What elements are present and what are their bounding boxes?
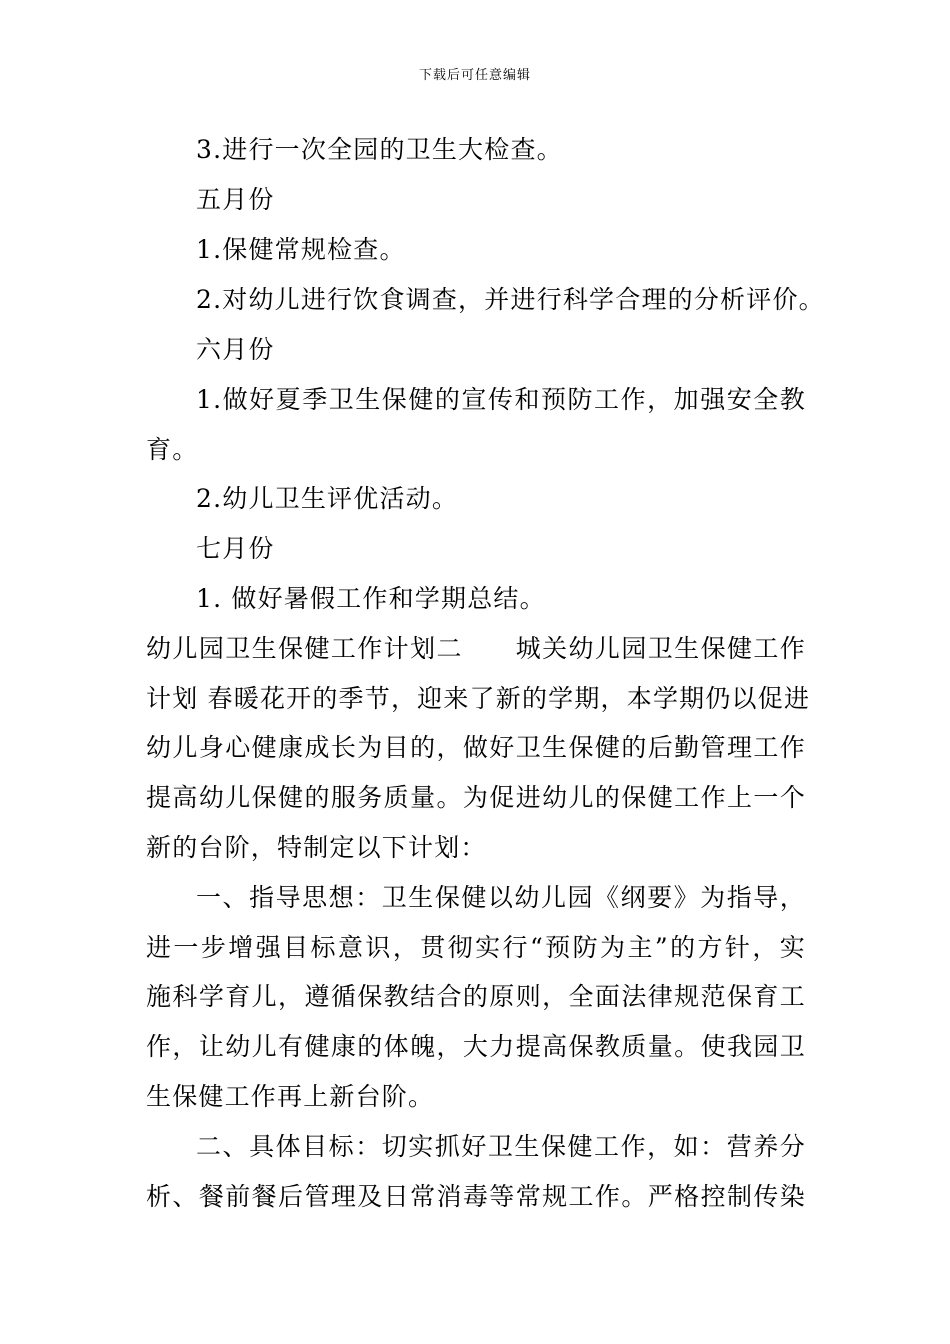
text-line: 进一步增强目标意识，贯彻实行“预防为主”的方针，实 <box>146 933 806 962</box>
page-header-note: 下载后可任意编辑 <box>418 68 531 83</box>
text-line: 生保健工作再上新台阶。 <box>146 1082 435 1111</box>
text-line: 1.保健常规检查。 <box>196 235 406 264</box>
text-line: 1. 做好暑假工作和学期总结。 <box>196 584 546 613</box>
text-line: 作，让幼儿有健康的体魄，大力提高保教质量。使我园卫 <box>146 1032 806 1061</box>
text-line: 2.对幼儿进行饮食调查，并进行科学合理的分析评价。 <box>196 285 825 314</box>
text-line: 计划 春暖花开的季节，迎来了新的学期，本学期仍以促进 <box>146 684 811 713</box>
text-line: 幼儿身心健康成长为目的，做好卫生保健的后勤管理工作 <box>146 733 806 762</box>
section-heading-may: 五月份 <box>196 185 275 214</box>
text-line: 析、餐前餐后管理及日常消毒等常规工作。严格控制传染 <box>146 1182 806 1211</box>
text-line: 2.幼儿卫生评优活动。 <box>196 484 459 513</box>
text-line: 育。 <box>146 435 199 464</box>
section-heading-june: 六月份 <box>196 335 275 364</box>
text-line: 施科学育儿，遵循保教结合的原则，全面法律规范保育工 <box>146 982 806 1011</box>
text-line: 3.进行一次全园的卫生大检查。 <box>196 135 563 164</box>
text-line: 幼儿园卫生保健工作计划二 城关幼儿园卫生保健工作 <box>146 634 806 663</box>
text-line: 提高幼儿保健的服务质量。为促进幼儿的保健工作上一个 <box>146 783 806 812</box>
text-line: 二、具体目标：切实抓好卫生保健工作，如：营养分 <box>196 1132 806 1161</box>
text-line: 一、指导思想：卫生保健以幼儿园《纲要》为指导， <box>196 883 806 912</box>
text-line: 新的台阶，特制定以下计划： <box>146 833 487 862</box>
text-line: 1.做好夏季卫生保健的宣传和预防工作，加强安全教 <box>196 385 806 414</box>
section-heading-july: 七月份 <box>196 534 275 563</box>
